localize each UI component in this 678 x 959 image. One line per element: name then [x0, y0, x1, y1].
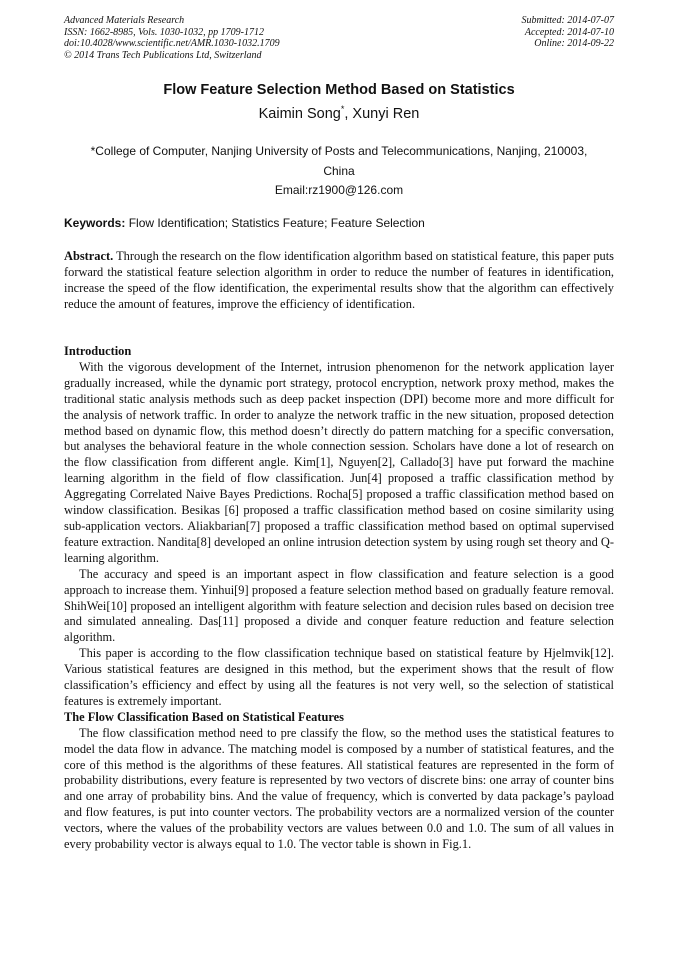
main-body: [64, 344, 614, 853]
section-heading-introduction: Introduction: [64, 344, 132, 358]
accepted-date: Accepted: 2014-07-10: [524, 26, 614, 38]
keywords-line: [64, 216, 614, 230]
author-rest: , Xunyi Ren: [344, 105, 420, 122]
abstract: [64, 249, 614, 313]
affiliation-line: *College of Computer, Nanjing University of Posts and Telecommunications, Nanjing, 210003,: [90, 144, 588, 158]
abstract-label: Abstract.: [64, 249, 114, 263]
journal-name: Advanced Materials Research: [64, 15, 185, 26]
author-list: [64, 104, 614, 122]
journal-copyright: © 2014 Trans Tech Publications Ltd, Switzerland: [64, 49, 262, 61]
keywords-label: Keywords:: [64, 216, 126, 230]
abstract-text: Through the research on the flow identification algorithm based on statistical feature, this paper puts forward the statistical feature selection algorithm in order to reduce the number of features in identification, increase the speed of the flow identification, the experimental results show that the algorithm can effectively reduce the amount of features, improve the efficiency of identification.: [64, 249, 614, 311]
submitted-date: Submitted: 2014-07-07: [521, 15, 614, 26]
author-first: Kaimin Song: [258, 105, 341, 122]
journal-issn: ISSN: 1662-8985, Vols. 1030-1032, pp 1709-1712: [64, 26, 264, 38]
paragraph: With the vigorous development of the Internet, intrusion phenomenon for the network application layer gradually increased, while the dynamic port strategy, protocol encryption, network proxy method, makes the traditional static analysis methods such as deep packet inspection (DPI) become more and more difficult for the analysis of network traffic. In order to analyze the network traffic in the new situation, proposed detection method based on dynamic flow, this method doesn’t directly do pattern matching for a specific conversation, but analyses the behavioral feature in the whole connection session. Scholars have done a lot of research on the flow classification from different angle. Kim[1], Nguyen[2], Callado[3] have put forward the machine learning algorithm in the field of flow classification. Jun[4] proposed a traffic classification method by Aggregating Correlated Naive Bayes Predictions. Rocha[5] proposed a traffic classification method based on window classification. Besikas [6] proposed a traffic classification method based on cosine similarity using sub-application vectors. Aliakbarian[7] proposed a traffic classification method based on optimal supervised feature extraction. Nandita[8] developed an online intrusion detection system by using rough set theory and Q-learning algorithm.: [64, 359, 614, 565]
keywords-text: Flow Identification; Statistics Feature; Feature Selection: [125, 216, 425, 230]
affiliation-country: China: [323, 163, 355, 178]
author-email[interactable]: Email:rz1900@126.com: [274, 183, 404, 197]
paper-title: Flow Feature Selection Method Based on Statistics: [163, 82, 515, 98]
section-heading-flow-classification: The Flow Classification Based on Statistical Features: [64, 709, 344, 724]
author-affiliation-mark: *: [340, 104, 345, 114]
submission-dates: [414, 15, 614, 50]
paragraph: The accuracy and speed is an important aspect in flow classification and feature selection is a good approach to increase them. Yinhui[9] proposed a feature selection method based on gradually feature removal. ShihWei[10] proposed an intelligent algorithm with feature selection and decision rules based on decision tree and simulated annealing. Das[11] proposed a divide and conquer feature reduction and feature selection algorithm.: [64, 566, 614, 645]
online-date: Online: 2014-09-22: [534, 38, 614, 49]
affiliation-block: [64, 142, 614, 201]
paragraph: This paper is according to the flow classification technique based on statistical feature by Hjelmvik[12]. Various statistical features are designed in this method, but the experiment shows that the result of flow classification’s efficiency and effect by using all the features is not very well, so the selection of statistical features is extremely important.: [64, 646, 614, 708]
journal-info: [64, 15, 394, 61]
journal-doi[interactable]: doi:10.4028/www.scientific.net/AMR.1030-1032.1709: [64, 38, 280, 49]
paragraph: The flow classification method need to pre classify the flow, so the method uses the statistical features to model the data flow in advance. The matching model is composed by a number of statistical features, and the core of this method is the algorithms of these features. All statistical features are represented in the form of probability distributions, every feature is represented by two vectors of discrete bins: one array of counter bins and one array of probability bins. And the value of frequency, which is converted by data package’s payload and flow features, is put into counter vectors. The probability vectors are a normalized version of the counter vectors, where the values of the probability vectors are values between 0.0 and 1.0. The sum of all values in every probability vector is always equal to 1.0. The vector table is shown in Fig.1.: [64, 725, 614, 852]
